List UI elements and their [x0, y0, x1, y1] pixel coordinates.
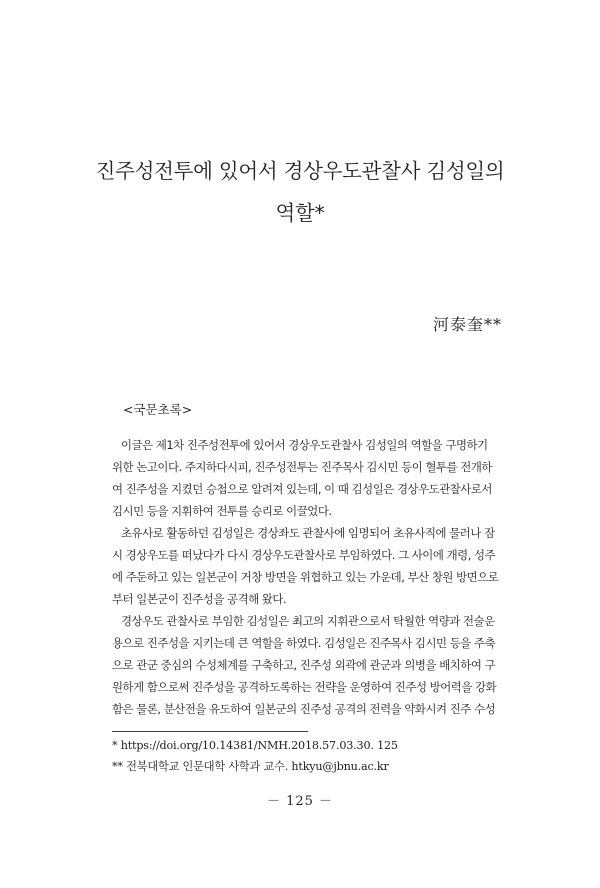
footnote-doi: * https://doi.org/10.14381/NMH.2018.57.03.30. 125	[112, 739, 398, 752]
abstract-line: 용으로 진주성을 지키는데 큰 역할을 하였다. 김성일은 진주목사 김시민 등을 주축	[112, 636, 496, 650]
abstract-line: 부터 일본군이 진주성을 공격해 왔다.	[112, 592, 287, 606]
abstract-line: 위한 논고이다. 주지하다시피, 진주성전투는 진주목사 김시민 등이 혈투를 전개하	[112, 460, 492, 474]
abstract-heading: <국문초록>	[123, 402, 193, 417]
abstract-line: 에 주둔하고 있는 일본군이 거창 방면을 위협하고 있는 가운데, 부산 창원 방면으로	[112, 570, 499, 584]
page-number: － 125 －	[266, 794, 334, 809]
abstract-line: 경상우도 관찰사로 부임한 김성일은 최고의 지휘관으로서 탁월한 역량과 전술운	[121, 614, 495, 628]
abstract-line: 시 경상우도를 떠났다가 다시 경상우도관찰사로 부임하였다. 그 사이에 개령, 성주	[112, 548, 496, 562]
abstract-line: 원하게 함으로써 진주성을 공격하도록하는 전략을 운영하여 진주성 방어력을 강화	[112, 680, 497, 694]
author-name: 河泰奎**	[432, 315, 502, 334]
footnote-affiliation: ** 전북대학교 인문대학 사학과 교수. htkyu@jbnu.ac.kr	[112, 760, 389, 773]
title-line-2: 역할*	[275, 201, 325, 225]
abstract-line: 으로 관군 중심의 수성체계를 구축하고, 진주성 외곽에 관군과 의병을 배치하여 구	[112, 658, 496, 672]
abstract-line: 초유사로 활동하던 김성일은 경상좌도 관찰사에 임명되어 초유사직에 물러나 잠	[121, 526, 495, 540]
abstract-line: 김시민 등을 지휘하여 전투를 승리로 이끌었다.	[112, 504, 332, 518]
title-line-1: 진주성전투에 있어서 경상우도관찰사 김성일의	[95, 159, 505, 183]
abstract-line: 이글은 제1차 진주성전투에 있어서 경상우도관찰사 김성일의 역할을 구명하기	[121, 438, 488, 452]
abstract-line: 여 진주성을 지켰던 승첩으로 알려져 있는데, 이 때 김성일은 경상우도관찰사로서	[112, 482, 492, 496]
footnote-divider	[112, 731, 308, 732]
abstract-line: 함은 물론, 분산전을 유도하여 일본군의 진주성 공격의 전력을 약화시켜 진주 수성	[112, 702, 496, 716]
